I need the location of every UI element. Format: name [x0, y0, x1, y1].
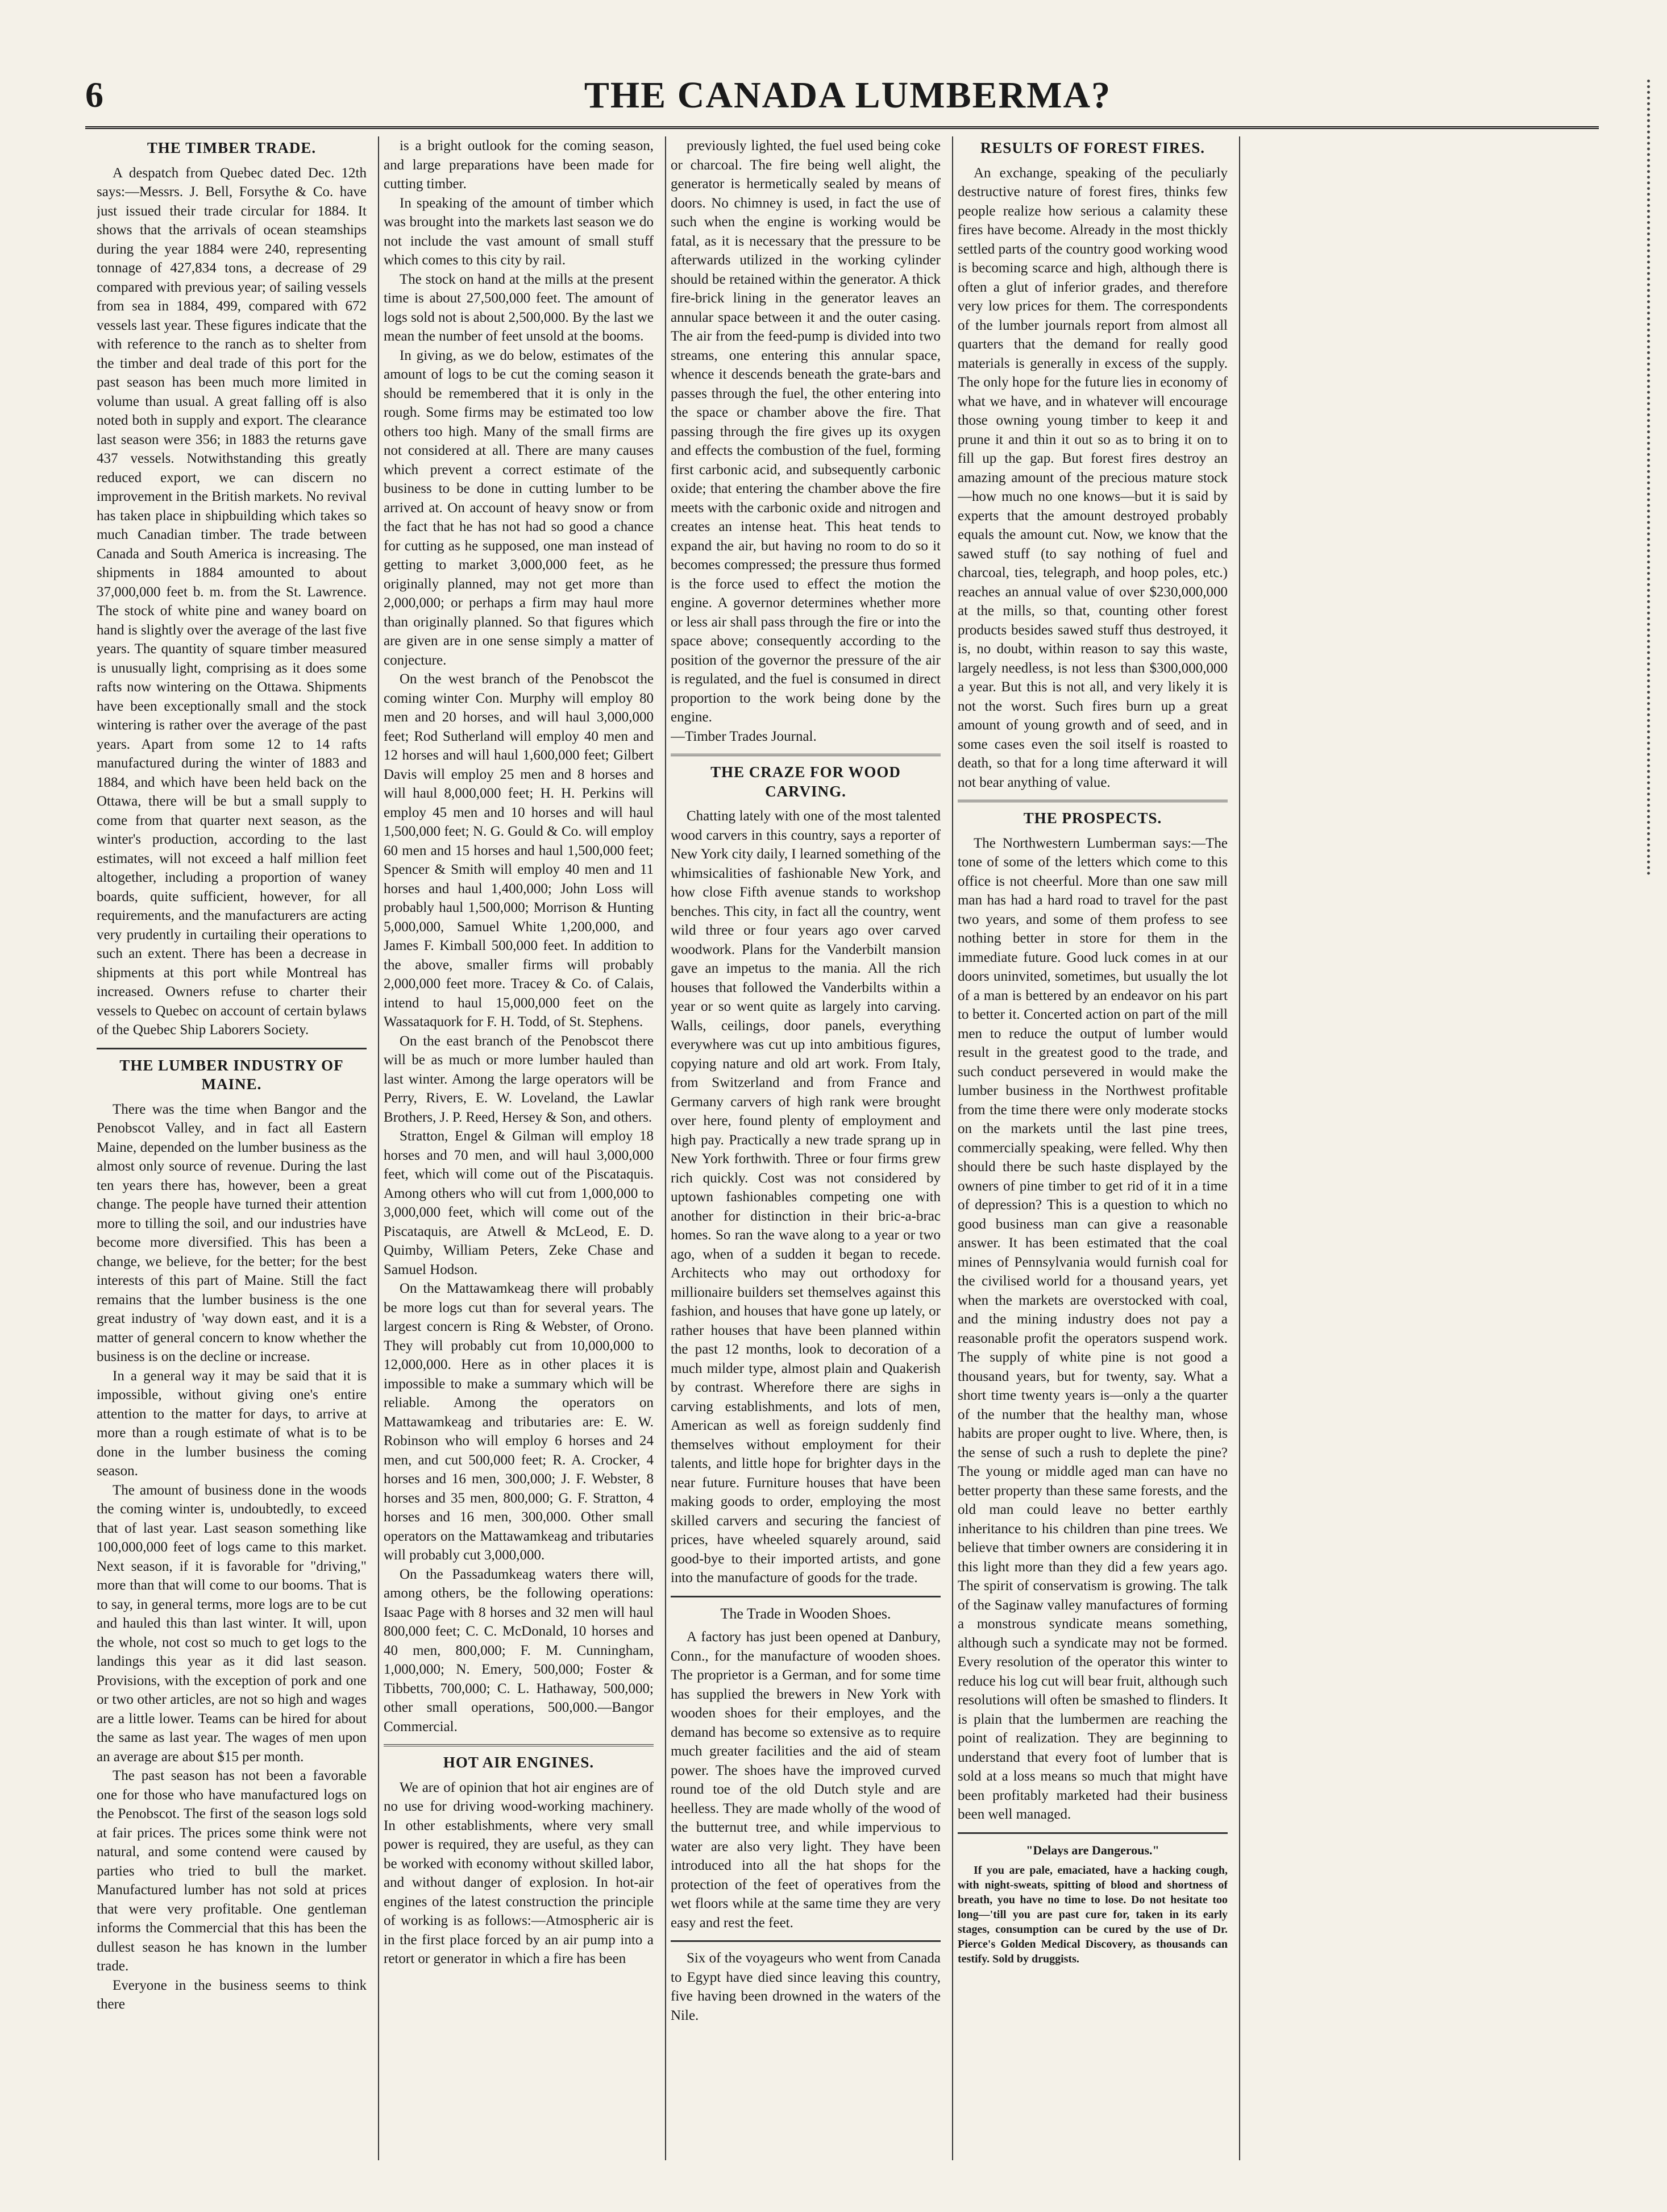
article-headline: THE LUMBER INDUSTRY OF MAINE.: [119, 1056, 344, 1093]
article-paragraph: is a bright outlook for the coming season, and large preparations have been made for cutting timber.: [384, 138, 654, 192]
column-3: [671, 136, 941, 2183]
advertisement-headline: "Delays are Dangerous.": [1026, 1842, 1159, 1857]
article-credit: —Timber Trades Journal.: [671, 728, 817, 744]
masthead: [85, 74, 1610, 125]
page-number: 6: [85, 74, 103, 115]
article-body: A despatch from Quebec dated Dec. 12th says:—Messrs. J. Bell, Forsythe & Co. have just issued their trade circular for 1884. It shows that the arrivals of ocean steamships during the year 1884 were 240, representing tonnage of 427,834 tons, a decrease of 29 compared with previous year; of sailing vessels from sea in 1884, 499, compared with 672 vessels last year. These figures indicate that the with reference to the ranch as to shelter from the timber and deal trade of this port for the past season has been much more limited in volume than usual. A great falling off is also noted both in supply and export. The clearance last season were 356; in 1883 the returns gave 437 vessels. Notwithstanding this greatly reduced export, we can discern no improvement in the British markets. No revival has taken place in shipbuilding which takes so much Canadian timber. The trade between Canada and South America is increasing. The shipments in 1884 amounted to about 37,000,000 feet b. m. from the St. Lawrence. The stock of white pine and waney board on hand is slightly over the average of the last five years. The quantity of square timber measured is unusually light, comprising as it does some rafts now wintering on the Ottawa. Shipments have been exceptionally small and the stock wintering is rather over the average of the past years. Apart from some 12 to 14 rafts manufactured during the winter of 1883 and 1884, and which have been held back on the Ottawa, there will be but a small supply to come from that quarter next season, as the winter's production, according to the last estimates, will not exceed a half million feet altogether, including a proportion of waney boards, quite sufficient, however, for all requirements, and the manufacturers are acting very prudently in curtailing their operations to such an extent. There has been a decrease in shipments at this port while Montreal has increased. Owners refuse to charter their vessels to Quebec on account of certain bylaws of the Quebec Ship Laborers Society.: [97, 165, 367, 1037]
column-2: [384, 136, 654, 2183]
article-headline: The Trade in Wooden Shoes.: [720, 1605, 891, 1622]
article-paragraph: There was the time when Bangor and the Penobscot Valley, and in fact all Eastern Maine, depended on the lumber business as the almost only source of revenue. During the last ten years there has, however, been a great change. The people have turned their attention more to tilling the soil, and our industries have become more diversified. This has been a change, we believe, for the better; for the best interests of this part of Maine. Still the fact remains that the lumber business is the one great industry of 'way down east, and it is a matter of general concern to know whether the business is on the decline or increase.: [97, 1101, 367, 1364]
article-paragraph: On the east branch of the Penobscot there will be as much or more lumber hauled than last winter. Among the large operators will be Perry, Rivers, E. W. Loveland, the Lawlar Brothers, J. P. Reed, Hersey & Son, and others.: [384, 1033, 654, 1125]
article-paragraph: On the Mattawamkeag there will probably be more logs cut than for several years. The largest concern is Ring & Webster, of Orono. They will probably cut from 10,000,000 to 12,000,000. Here as in other places it is impossible to make a summary which will be reliable. Among the operators on Mattawamkeag and tributaries are: E. W. Robinson who will employ 6 horses and 24 men, and cut 500,000 feet; R. A. Crocker, 4 horses and 16 men, 300,000; J. F. Webster, 8 horses and 35 men, 800,000; G. F. Stratton, 4 horses and 16 men, 300,000. Other small operators on the Mattawamkeag and tributaries will probably cut 3,000,000.: [384, 1281, 654, 1563]
paper-title: THE CANADA LUMBERMA?: [584, 74, 1112, 116]
article-paragraph: On the Passadumkeag waters there will, among others, be the following operations: Isaac Page with 8 horses and 32 men will haul 800,000 feet; C. C. McDonald, 10 horses and 40 men, 800,000; F. M. Cunningham, 1,000,000; N. Emery, 500,000; Foster & Tibbetts, 700,000; C. L. Hathaway, 500,000; other small operations, 500,000.—Bangor Commercial.: [384, 1566, 654, 1734]
column-1: [97, 136, 367, 2183]
advertisement-body: If you are pale, emaciated, have a hacking cough, with night-sweats, spitting of blood and shortness of breath, you have no time to lose. Do not hesitate too long—'till you are past cure for, taken in its early stages, consumption can be cured by the use of Dr. Pierce's Golden Medical Discovery, as thousands can testify. Sold by druggists.: [958, 1864, 1228, 1965]
article-headline: HOT AIR ENGINES.: [443, 1754, 595, 1771]
article-separator: [671, 1940, 941, 1942]
article-paragraph: In a general way it may be said that it is impossible, without giving one's entire attention to the matter for days, to arrive at more than a rough estimate of what is to be done in the lumber business the coming season.: [97, 1368, 367, 1479]
article-paragraph: The amount of business done in the woods the coming winter is, undoubtedly, to exceed that of last year. Last season something like 100,000,000 feet of logs came to this market. Next season, if it is favorable for "driving," more than that will come to our booms. That is to say, in general terms, more logs are to be cut and hauled this than last winter. It will, upon the whole, not cost so much to get logs to the landings this year as it did last season. Provisions, with the exception of pork and one or two other articles, are not so high and wages are a little lower. Teams can be hired for about the same as last year. The wages of men upon an average are about $15 per month.: [97, 1482, 367, 1765]
article-body: An exchange, speaking of the peculiarly destructive nature of forest fires, thinks few people realize how serious a calamity these fires have become. Already in the most thickly settled parts of the country good working wood is becoming scarce and high, although there is often a glut of inferior grades, and therefore very low prices for them. The correspondents of the lumber journals report from almost all quarters that the demand for really good materials is generally in excess of the supply. The only hope for the future lies in economy of what we have, and in whatever will encourage those owning young timber to keep it and prune it and thin it out so as to bring it on to fill up the gap. But forest fires destroy an amazing amount of the precious mature stock—how much no one knows—but it is said by experts that the amount destroyed probably equals the amount cut. Now, we know that the sawed stuff (to say nothing of fuel and charcoal, ties, telegraph, and hoop poles, etc.) reaches an annual value of over $230,000,000 at the mills, so that, counting other forest products besides sawed stuff thus destroyed, it is, no doubt, within reason to say this waste, largely needless, is not less than $300,000,000 a year. But this is not all, and very likely it is not the worst. Such fires burn up a great amount of young growth and of seed, and in some cases even the soil itself is roasted to death, so that for a long time afterward it will not bear anything of value.: [958, 165, 1228, 790]
masthead-rule: [85, 126, 1599, 129]
article-body: A factory has just been opened at Danbury, Conn., for the manufacture of wooden shoes. The proprietor is a German, and for some time has supplied the brewers in New York with wooden shoes for their employes, and the demand has become so extensive as to require much greater facilities and the aid of steam power. The shoes have the improved curved round toe of the old Dutch style and are heelless. They are made wholly of the wood of the butternut tree, and while impervious to water are also very light. They have been introduced into all the hat shops for the protection of the feet of operatives from the wet floors while at the same time they are very easy and rest the feet.: [671, 1629, 941, 1931]
article-body: We are of opinion that hot air engines are of no use for driving wood-working machinery. In other establishments, where very small power is required, they are useful, as they can be worked with economy without skilled labor, and without danger of explosion. In hot-air engines of the latest construction the principle of working is as follows:—Atmospheric air is in the first place forced by an air pump into a retort or generator in which a fire has been: [384, 1779, 654, 1966]
column-4: [958, 136, 1228, 2183]
article-paragraph: previously lighted, the fuel used being coke or charcoal. The fire being well alight, the generator is hermetically sealed by means of doors. No chimney is used, in fact the use of such when the engine is working would be fatal, as it is necessary that the pressure to be afterwards utilized in the working cylinder should be retained within the generator. A thick fire-brick lining in the generator leaves an annular space between it and the outer casing. The air from the feed-pump is divided into two streams, one entering this annular space, whence it descends beneath the grate-bars and passes through the fuel, the other entering into the space or chamber above the fire. That passing through the fire gives up its oxygen and effects the combustion of the fuel, forming first carbonic acid, and subsequently carbonic oxide; that entering the chamber above the fire meets with the carbonic oxide and nitrogen and creates an intense heat. This heat tends to expand the air, but having no room to do so it becomes compressed; the pressure thus formed is the force used to effect the motion the engine. A governor determines whether more or less air shall pass through the fire or into the space above; consequently according to the position of the governor the pressure of the air is regulated, and the fuel is consumed in direct proportion to the work being done by the engine.: [671, 138, 941, 725]
article-separator: [958, 1832, 1228, 1834]
article-headline: THE TIMBER TRADE.: [147, 139, 317, 156]
article-body: Chatting lately with one of the most talented wood carvers in this country, says a reporter of New York city daily, I learned something of the whimsicalities of fashionable New York, and how close Fifth avenue stands to workshop benches. This city, in fact all the country, went wild three or four years ago over carved woodwork. Plans for the Vanderbilt mansion gave an impetus to the mania. All the rich houses that followed the Vanderbilts within a year or so went quite as largely into carving. Walls, ceilings, door panels, everything everywhere was cut up into ambitious figures, copying nature and old art work. From Italy, from Switzerland and from France and Germany carvers of high rank were brought over here, found plenty of employment and high pay. Practically a new trade sprang up in New York forthwith. Three or four firms grew rich quickly. Cost was not considered by uptown fashionables competing one with another for distinction in their bric-a-brac homes. So ran the wave along to a year or two ago, when of a sudden it began to recede. Architects who may out orthodoxy for millionaire builders set themselves against this fashion, and houses that have gone up lately, or rather houses that have been planned within the past 12 months, look to decoration of a much milder type, almost plain and Quakerish by contrast. Wherefore there are sighs in carving establishments, and lots of men, American as well as foreign suddenly find themselves without employment for their talents, and little hope for brighter days in the near future. Furniture houses that have been making goods to order, employing the most skilled carvers and securing the fanciest of prices, have wheeled squarely around, said good-bye to their imported artists, and gone into the manufacture of goods for the trade.: [671, 808, 941, 1586]
article-paragraph: Stratton, Engel & Gilman will employ 18 horses and 70 men, and will haul 3,000,000 feet, which will come out of the Piscataquis. Among others who will cut from 1,000,000 to 3,000,000 feet, which will come out of the Piscataquis, are Atwell & McLeod, E. D. Quimby, William Peters, Zeke Chase and Samuel Hodson.: [384, 1128, 654, 1277]
article-body: The Northwestern Lumberman says:—The tone of some of the letters which come to this office is not cheerful. More than one saw mill man has had a hard road to travel for the past two years, and some of them profess to see nothing better in store for them in the immediate future. Good luck comes in at our doors uninvited, sometimes, but usually the lot of a man is bettered by an endeavor on his part to better it. Concerted action on part of the mill men to reduce the output of lumber would result in the greatest good to the trade, and such conduct persevered in would make the lumber business in the Northwest profitable from the time there were only moderate stocks on the markets until the last pine trees, commercially speaking, were felled. Why then should there be such haste displayed by the owners of pine timber to get rid of it in a time of depression? This is a question to which no good business man can give a reasonable answer. It has been estimated that the coal mines of Pennsylvania would furnish coal for the civilised world for a thousand years, yet when the markets are overstocked with coal, and the mining industry does not pay a reasonable profit the operators suspend work. The supply of white pine is not good a thousand years, but for twenty, say. What a short time twenty years is—only a the quarter of the number that the healthy man, whose habits are proper ought to live. Where, then, is the sense of such a rush to deplete the pine? The young or middle aged man can have no better property than these same forests, and the old man could leave no better earthly inheritance to his children than pine trees. We believe that timber owners are considering it in this light more than they did a few years ago. The spirit of conservatism is growing. The talk of the Saginaw valley manufactures of forming a monstrous syndicate means something, although such a syndicate may not be formed. Every resolution of the operator this winter to reduce his log cut will bear fruit, although such resolutions will often be smashed to flinders. It is plain that the lumbermen are reaching the point of realization. They are beginning to understand that every foot of lumber that is sold at a loss means so much that might have been profitably marketed had their business been well managed.: [958, 835, 1228, 1822]
news-item: Six of the voyageurs who went from Canada to Egypt have died since leaving this country, five having been drowned in the waters of the Nile.: [671, 1950, 941, 2023]
article-paragraph: Everyone in the business seems to think there: [97, 1977, 367, 2012]
article-headline: RESULTS OF FOREST FIRES.: [980, 139, 1205, 156]
article-paragraph: The past season has not been a favorable one for those who have manufactured logs on the Penobscot. The first of the season logs sold at fair prices. The prices some think were not natural, and some contend were caused by parties who tried to bull the market. Manufactured lumber has not sold at prices that were very profitable. One gentleman informs the Commercial that this has been the dullest season he has known in the lumber trade.: [97, 1768, 367, 1974]
page-edge-marks: [1640, 80, 1650, 875]
article-paragraph: In giving, as we do below, estimates of the amount of logs to be cut the coming season it should be remembered that it is only in the rough. Some firms may be estimated too low others too high. Many of the small firms are not considered at all. There are many causes which prevent a correct estimate of the business to be done in cutting lumber to be arrived at. On account of heavy snow or from the fact that he has not had so good a chance for cutting as he supposed, one man instead of getting to market 3,000,000 feet, as he originally planned, may not get more than 2,000,000; or perhaps a firm may haul more than originally planned. So that figures which are given are in one sense simply a matter of conjecture.: [384, 347, 654, 668]
article-columns: [97, 136, 1574, 2183]
article-separator: [958, 800, 1228, 802]
article-paragraph: In speaking of the amount of timber which was brought into the markets last season we do not include the vast amount of small stuff which comes to this city by rail.: [384, 195, 654, 268]
article-separator: [384, 1744, 654, 1746]
article-separator: [97, 1048, 367, 1049]
article-paragraph: On the west branch of the Penobscot the coming winter Con. Murphy will employ 80 men and 20 horses, and will haul 3,000,000 feet; Rod Sutherland will employ 40 men and 12 horses and will haul 1,600,000 feet; Gilbert Davis will employ 25 men and 8 horses and will haul 8,000,000 feet; H. H. Perkins will employ 45 men and 10 horses and will haul 1,500,000 feet; N. G. Gould & Co. will employ 60 men and 15 horses and haul 1,500,000 feet; Spencer & Smith will employ 40 men and 11 horses and haul 1,400,000; John Loss will probably haul 1,500,000; Morrison & Hunting 5,000,000, Samuel White 1,200,000, and James F. Kimball 500,000 feet. In addition to the above, smaller firms will probably 2,000,000 feet more. Tracey & Co. of Calais, intend to haul 15,000,000 feet on the Wassataquork for F. H. Todd, of St. Stephens.: [384, 671, 654, 1030]
article-separator: [671, 754, 941, 756]
article-separator: [671, 1596, 941, 1597]
article-headline: THE CRAZE FOR WOOD CARVING.: [710, 763, 901, 800]
article-paragraph: The stock on hand at the mills at the present time is about 27,500,000 feet. The amount of logs sold not is about 2,500,000. By the last we mean the number of feet unsold at the booms.: [384, 271, 654, 344]
article-headline: THE PROSPECTS.: [1023, 810, 1162, 827]
